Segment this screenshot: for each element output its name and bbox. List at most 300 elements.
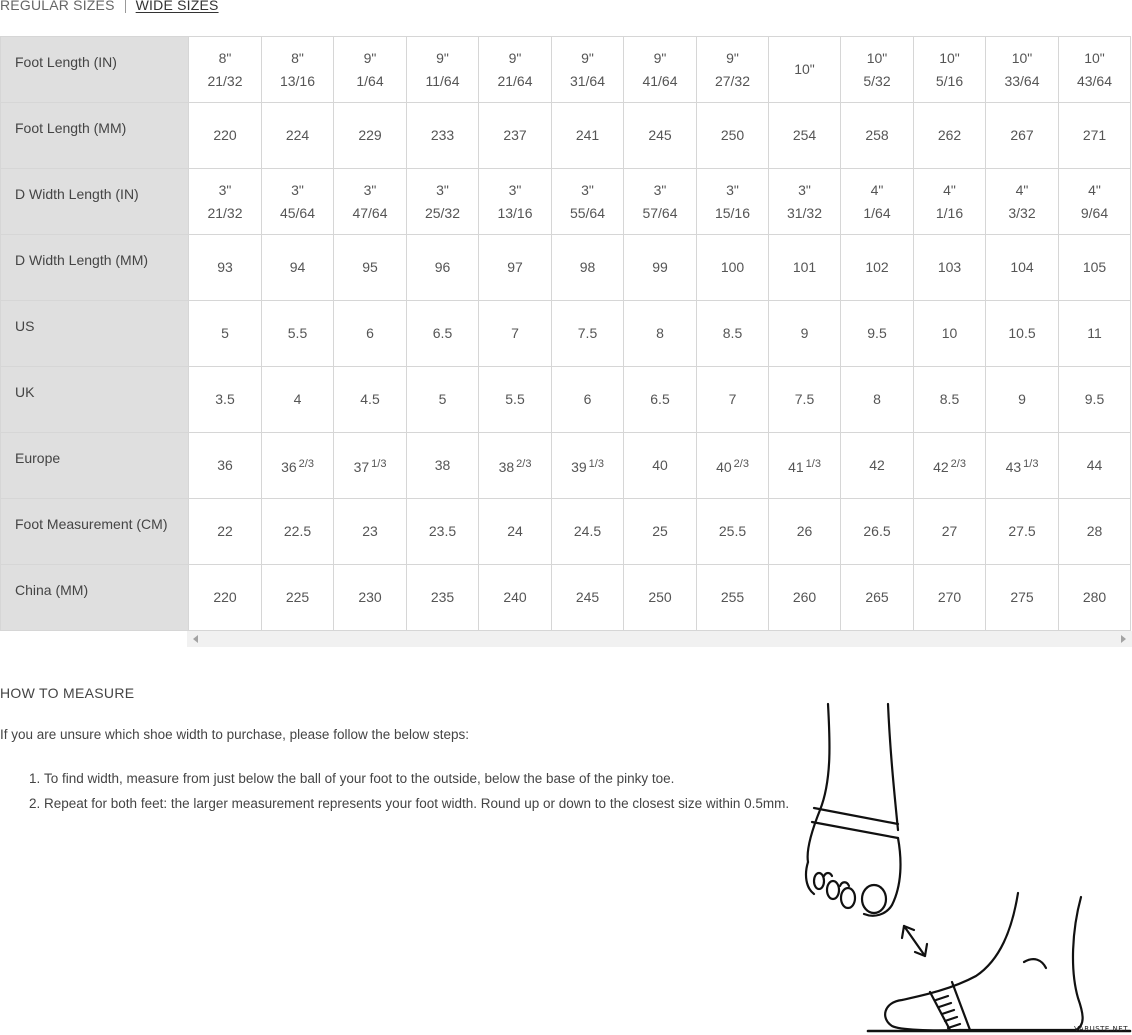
cell-value: 8 (873, 391, 881, 407)
table-cell (262, 499, 334, 565)
cell-value: 9" (581, 49, 594, 66)
cell-value: 36 (217, 457, 233, 473)
cell-value: 40 (652, 457, 668, 473)
table-cell (552, 301, 624, 367)
cell-value: 99 (652, 259, 668, 275)
table-cell (407, 499, 479, 565)
table-cell (841, 301, 914, 367)
cell-value: 254 (792, 127, 817, 143)
cell-fraction-line: 21/32 (207, 72, 243, 89)
cell-fraction-line: 5/16 (935, 72, 964, 89)
row-header: Foot Measurement (CM) (1, 499, 189, 565)
tab-separator (125, 0, 126, 13)
table-cell (841, 433, 914, 499)
table-cell (479, 169, 552, 235)
cell-value: 245 (648, 127, 672, 143)
scroll-right-arrow-icon[interactable] (1116, 631, 1130, 647)
table-cell (841, 103, 914, 169)
cell-value: 27 (941, 523, 958, 539)
scroll-left-arrow-icon[interactable] (189, 631, 203, 647)
table-cell (624, 301, 697, 367)
cell-value: 94 (289, 259, 306, 275)
table-cell (334, 565, 407, 631)
cell-value: 9 (800, 325, 809, 341)
table-row (1, 301, 1131, 367)
table-cell (552, 37, 624, 103)
table-cell (624, 169, 697, 235)
table-cell (189, 499, 262, 565)
cell-value: 3" (363, 181, 377, 198)
cell-value: 258 (865, 127, 889, 143)
cell-value: 41 (788, 458, 804, 475)
watermark-text: VARUSTE.NET (1074, 1025, 1128, 1033)
table-cell (914, 103, 986, 169)
measure-steps-list (0, 766, 789, 816)
measure-intro-text: If you are unsure which shoe width to purchase, please follow the below steps: (0, 727, 470, 742)
cell-fraction-line: 1/64 (356, 72, 384, 89)
table-cell (262, 103, 334, 169)
table-cell (914, 499, 986, 565)
cell-value: 6.5 (432, 325, 453, 341)
table-cell (1059, 433, 1131, 499)
cell-value: 8.5 (722, 325, 743, 341)
cell-value: 3" (218, 181, 232, 198)
row-header: Foot Length (IN) (1, 37, 189, 103)
table-cell (841, 499, 914, 565)
cell-value: 271 (1082, 127, 1107, 143)
cell-fraction-line: 13/16 (497, 204, 533, 221)
cell-value: 8 (656, 325, 664, 341)
table-row (1, 565, 1131, 631)
cell-fraction-line: 27/32 (714, 72, 751, 89)
size-tabs (0, 0, 219, 14)
cell-value: 42 (869, 457, 885, 473)
cell-value: 100 (720, 259, 745, 275)
table-cell (986, 103, 1059, 169)
table-cell (407, 235, 479, 301)
how-to-measure-heading: HOW TO MEASURE (0, 685, 135, 701)
cell-value: 25 (652, 523, 668, 539)
cell-value: 22.5 (283, 523, 312, 539)
table-cell (479, 103, 552, 169)
cell-value: 25.5 (718, 523, 747, 539)
table-cell (407, 367, 479, 433)
table-cell (841, 235, 914, 301)
table-cell (697, 235, 769, 301)
foot-measure-illustration-icon (780, 700, 1132, 1035)
table-cell (697, 37, 769, 103)
table-cell (841, 367, 914, 433)
cell-fraction-line: 15/16 (714, 204, 751, 221)
table-cell (697, 169, 769, 235)
table-cell (189, 37, 262, 103)
cell-fraction-line: 55/64 (569, 204, 606, 221)
table-cell (407, 37, 479, 103)
table-row (1, 433, 1131, 499)
cell-value: 37 (353, 458, 370, 475)
row-header: UK (1, 367, 189, 433)
table-cell (769, 433, 841, 499)
cell-fraction-line: 3/32 (1008, 204, 1036, 221)
cell-value: 8.5 (939, 391, 960, 407)
cell-value: 233 (430, 127, 455, 143)
table-cell (189, 169, 262, 235)
cell-fraction-line: 1/64 (863, 204, 891, 221)
cell-fraction-line: 11/64 (425, 72, 460, 89)
cell-fraction-line: 9/64 (1080, 204, 1109, 221)
table-cell (334, 499, 407, 565)
table-cell (479, 433, 552, 499)
cell-fraction: 1/3 (805, 457, 821, 470)
table-cell (914, 367, 986, 433)
cell-value: 9" (508, 49, 522, 66)
tab-wide-sizes[interactable]: WIDE SIZES (135, 0, 219, 13)
table-cell (407, 301, 479, 367)
cell-value: 270 (937, 589, 962, 605)
table-cell (552, 367, 624, 433)
cell-fraction: 1/3 (371, 457, 387, 470)
cell-value: 9.5 (867, 325, 887, 341)
cell-value: 26.5 (863, 523, 891, 539)
cell-value: 3" (508, 181, 522, 198)
cell-value: 5 (438, 391, 447, 407)
table-row (1, 499, 1131, 565)
table-cell (769, 499, 841, 565)
cell-value: 245 (575, 589, 600, 605)
cell-value: 104 (1010, 259, 1034, 275)
cell-fraction-line: 21/64 (497, 72, 533, 89)
table-cell (407, 103, 479, 169)
table-cell (479, 565, 552, 631)
cell-value: 240 (503, 589, 527, 605)
table-cell (697, 301, 769, 367)
cell-value: 105 (1082, 259, 1107, 275)
table-cell (769, 565, 841, 631)
table-cell (624, 433, 697, 499)
cell-fraction-line: 21/32 (207, 204, 243, 221)
cell-fraction-line: 33/64 (1004, 72, 1040, 89)
table-cell (189, 301, 262, 367)
cell-value: 230 (358, 589, 382, 605)
cell-value: 4.5 (360, 391, 380, 407)
cell-value: 255 (720, 589, 745, 605)
table-cell (552, 433, 624, 499)
cell-value: 10" (939, 49, 960, 66)
cell-value: 28 (1086, 523, 1103, 539)
cell-value: 275 (1010, 589, 1034, 605)
cell-fraction-line: 45/64 (279, 204, 316, 221)
table-cell (1059, 499, 1131, 565)
cell-fraction: 1/3 (1023, 457, 1039, 470)
cell-value: 280 (1082, 589, 1107, 605)
cell-value: 3" (726, 181, 739, 198)
table-cell (914, 565, 986, 631)
table-cell (624, 565, 697, 631)
table-row (1, 169, 1131, 235)
cell-value: 4" (943, 181, 956, 198)
cell-value: 3" (798, 181, 811, 198)
cell-value: 267 (1010, 127, 1034, 143)
table-cell (1059, 367, 1131, 433)
cell-value: 260 (792, 589, 817, 605)
cell-value: 265 (865, 589, 889, 605)
table-cell (334, 433, 407, 499)
table-cell (986, 499, 1059, 565)
table-cell (262, 433, 334, 499)
size-chart-table (0, 36, 1131, 631)
cell-value: 23.5 (428, 523, 457, 539)
cell-value: 26 (796, 523, 813, 539)
table-cell (189, 433, 262, 499)
cell-value: 3" (653, 181, 667, 198)
table-cell (986, 433, 1059, 499)
cell-value: 10" (1084, 49, 1105, 66)
cell-value: 220 (213, 127, 237, 143)
table-cell (334, 301, 407, 367)
row-header: Foot Length (MM) (1, 103, 189, 169)
cell-value: 10 (941, 325, 958, 341)
table-cell (914, 235, 986, 301)
table-cell (697, 565, 769, 631)
table-cell (189, 565, 262, 631)
cell-value: 10" (866, 49, 888, 66)
cell-fraction: 2/3 (950, 457, 966, 470)
cell-fraction-line: 43/64 (1076, 72, 1113, 89)
cell-value: 8" (218, 49, 232, 66)
cell-value: 7 (728, 391, 737, 407)
cell-fraction: 2/3 (298, 457, 314, 470)
cell-value: 9" (363, 49, 377, 66)
cell-value: 5.5 (287, 325, 308, 341)
table-cell (407, 433, 479, 499)
cell-value: 9" (436, 49, 449, 66)
table-cell (624, 499, 697, 565)
cell-value: 7 (511, 325, 519, 341)
cell-value: 23 (362, 523, 378, 539)
table-cell (479, 235, 552, 301)
table-cell (334, 169, 407, 235)
cell-value: 4" (1015, 181, 1029, 198)
cell-value: 224 (285, 127, 310, 143)
table-cell (841, 565, 914, 631)
cell-value: 4" (1088, 181, 1101, 198)
cell-value: 9.5 (1084, 391, 1105, 407)
table-cell (697, 433, 769, 499)
cell-value: 7.5 (577, 325, 598, 341)
table-cell (624, 37, 697, 103)
table-horizontal-scrollbar[interactable] (187, 631, 1132, 647)
table-cell (841, 169, 914, 235)
cell-value: 22 (217, 523, 233, 539)
row-header: US (1, 301, 189, 367)
table-cell (986, 367, 1059, 433)
cell-value: 237 (503, 127, 527, 143)
cell-value: 38 (434, 457, 451, 473)
cell-value: 5 (221, 325, 229, 341)
table-cell (769, 367, 841, 433)
table-cell (407, 169, 479, 235)
cell-fraction-line: 47/64 (352, 204, 388, 221)
cell-fraction: 2/3 (733, 457, 749, 470)
table-cell (1059, 301, 1131, 367)
cell-value: 101 (792, 259, 817, 275)
cell-value: 4" (870, 181, 884, 198)
table-cell (407, 565, 479, 631)
table-cell (986, 169, 1059, 235)
table-cell (624, 235, 697, 301)
table-cell (914, 301, 986, 367)
cell-value: 96 (434, 259, 451, 275)
table-cell (479, 499, 552, 565)
table-cell (986, 235, 1059, 301)
table-cell (552, 235, 624, 301)
table-cell (697, 367, 769, 433)
cell-value: 5.5 (505, 391, 525, 407)
table-cell (769, 235, 841, 301)
table-cell (189, 235, 262, 301)
cell-value: 250 (648, 589, 672, 605)
cell-value: 10" (1011, 49, 1033, 66)
table-cell (624, 103, 697, 169)
table-cell (986, 37, 1059, 103)
row-header: D Width Length (MM) (1, 235, 189, 301)
cell-fraction-line: 57/64 (642, 204, 678, 221)
measure-step: 1. To find width, measure from just below the ball of your foot to the outside, below the base of the pinky toe. (44, 766, 789, 791)
cell-value: 8" (291, 49, 304, 66)
cell-value: 11 (1087, 325, 1102, 341)
table-cell (1059, 37, 1131, 103)
cell-fraction: 1/3 (588, 457, 604, 470)
table-cell (769, 103, 841, 169)
cell-fraction-line: 25/32 (424, 204, 461, 221)
cell-value: 9 (1018, 391, 1026, 407)
cell-value: 6 (583, 391, 592, 407)
table-cell (552, 565, 624, 631)
table-cell (262, 235, 334, 301)
table-cell (914, 37, 986, 103)
cell-value: 9" (653, 49, 667, 66)
cell-value: 220 (213, 589, 237, 605)
row-header: Europe (1, 433, 189, 499)
cell-value: 42 (933, 458, 949, 475)
table-cell (986, 565, 1059, 631)
cell-value: 97 (507, 259, 523, 275)
cell-value: 3" (436, 181, 449, 198)
table-cell (624, 367, 697, 433)
table-cell (262, 301, 334, 367)
table-cell (189, 103, 262, 169)
table-cell (189, 367, 262, 433)
table-cell (262, 169, 334, 235)
table-cell (1059, 565, 1131, 631)
table-row (1, 103, 1131, 169)
table-row (1, 235, 1131, 301)
table-cell (769, 301, 841, 367)
row-header: D Width Length (IN) (1, 169, 189, 235)
cell-value: 27.5 (1008, 523, 1036, 539)
table-cell (914, 433, 986, 499)
measure-step: 2. Repeat for both feet: the larger measurement represents your foot width. Round up or down to the closest size within 0.5mm. (44, 791, 789, 816)
cell-value: 93 (217, 259, 233, 275)
cell-value: 24 (507, 523, 523, 539)
cell-value: 250 (720, 127, 745, 143)
cell-value: 24.5 (573, 523, 602, 539)
cell-value: 43 (1005, 458, 1022, 475)
cell-value: 225 (285, 589, 310, 605)
cell-value: 102 (865, 259, 889, 275)
cell-value: 3" (291, 181, 304, 198)
cell-fraction-line: 13/16 (279, 72, 316, 89)
table-cell (986, 301, 1059, 367)
cell-fraction-line: 41/64 (642, 72, 678, 89)
cell-value: 3" (581, 181, 594, 198)
cell-value: 9" (726, 49, 739, 66)
cell-value: 103 (937, 259, 962, 275)
cell-value: 44 (1086, 457, 1103, 473)
cell-value: 36 (281, 458, 297, 475)
table-cell (697, 499, 769, 565)
cell-fraction: 2/3 (516, 457, 532, 470)
cell-value: 262 (937, 127, 962, 143)
table-cell (479, 37, 552, 103)
table-cell (1059, 103, 1131, 169)
cell-value: 241 (575, 127, 600, 143)
cell-value: 6.5 (650, 391, 670, 407)
table-cell (697, 103, 769, 169)
table-row (1, 367, 1131, 433)
cell-fraction-line: 31/32 (786, 204, 823, 221)
table-cell (552, 103, 624, 169)
table-cell (841, 37, 914, 103)
cell-value: 39 (571, 458, 587, 475)
table-cell (334, 367, 407, 433)
cell-fraction-line: 1/16 (935, 204, 964, 221)
table-cell (769, 169, 841, 235)
table-cell (262, 37, 334, 103)
table-cell (552, 499, 624, 565)
row-header: China (MM) (1, 565, 189, 631)
table-cell (552, 169, 624, 235)
table-cell (1059, 235, 1131, 301)
table-cell (334, 235, 407, 301)
tab-regular-sizes[interactable]: REGULAR SIZES (0, 0, 115, 13)
cell-value: 98 (579, 259, 596, 275)
table-cell (334, 37, 407, 103)
table-cell (769, 37, 841, 103)
cell-value: 7.5 (794, 391, 815, 407)
table-cell (1059, 169, 1131, 235)
cell-fraction-line: 5/32 (863, 72, 891, 89)
table-row (1, 37, 1131, 103)
cell-value: 38 (498, 458, 515, 475)
table-cell (262, 367, 334, 433)
cell-value: 6 (366, 325, 374, 341)
table-cell (479, 301, 552, 367)
cell-fraction-line: 31/64 (569, 72, 606, 89)
cell-value: 40 (716, 458, 732, 475)
cell-value: 10.5 (1008, 325, 1036, 341)
cell-value: 10" (794, 61, 815, 77)
cell-value: 235 (430, 589, 455, 605)
table-cell (334, 103, 407, 169)
cell-value: 4 (293, 391, 302, 407)
table-cell (479, 367, 552, 433)
table-cell (262, 565, 334, 631)
table-cell (914, 169, 986, 235)
cell-value: 3.5 (215, 391, 235, 407)
cell-value: 95 (362, 259, 378, 275)
cell-value: 229 (358, 127, 382, 143)
